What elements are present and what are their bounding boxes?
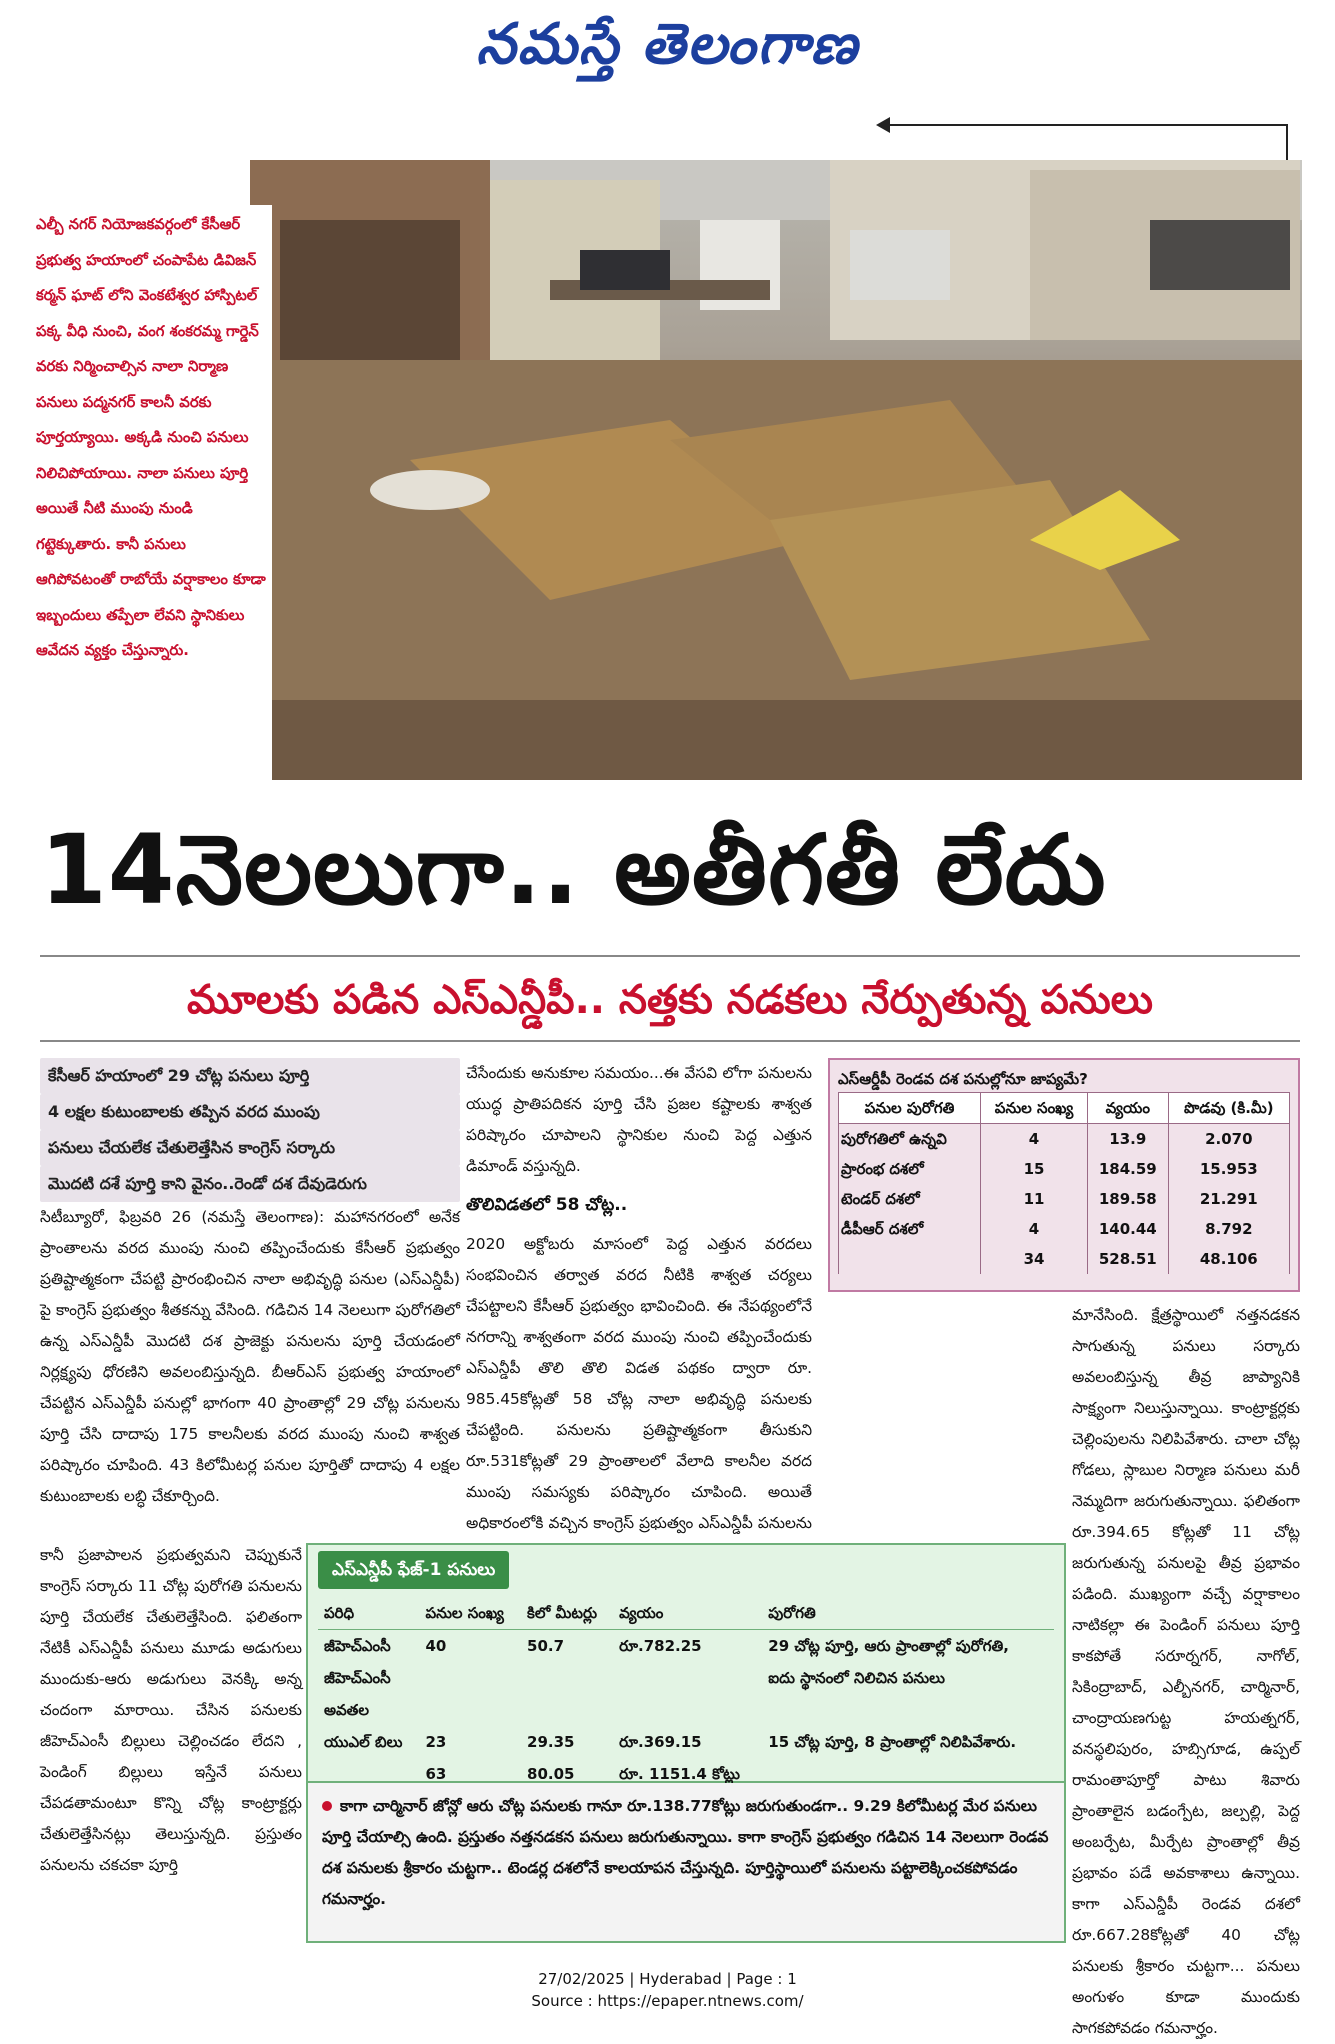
table-row <box>318 1726 1054 1758</box>
srdp-phase2-table <box>828 1058 1300 1292</box>
table-cell: రూ.782.25 <box>619 1637 702 1655</box>
table-caption-tag: ఎస్ఎన్డీపీ ఫేజ్-1 పనులు <box>318 1551 509 1589</box>
table-cell: 140.44 <box>1087 1214 1168 1244</box>
table-cell: 40 <box>425 1637 447 1655</box>
table-header: వ్యయం <box>613 1597 762 1630</box>
table-cell <box>521 1694 613 1726</box>
table-cell: ప్రారంభ దశలో <box>839 1154 981 1184</box>
table-row <box>318 1694 1054 1726</box>
table-cell <box>613 1662 762 1694</box>
photo-caption-box <box>30 205 272 781</box>
table-cell: టెండర్ దశలో <box>839 1184 981 1214</box>
table-cell: 29.35 <box>527 1733 575 1751</box>
column-3 <box>1072 1300 1300 2037</box>
street-scene-illustration <box>250 160 1302 780</box>
article-body-2b: 2020 అక్టోబరు మాసంలో పెద్ద ఎత్తున వరదలు సంభవించిన తర్వాత వరద నీటికి శాశ్వత చర్యలు చేపట్టాలని కేసీఆర్ ప్రభుత్వం భావించింది. ఈ నేపథ్యంలోనే నగరాన్ని శాశ్వతంగా వరద ముంపు నుంచి తప్పించేందుకు ఎస్ఎన్డీపీ తొలి తొలి విడత పథకం ద్వారా రూ. 985.45కోట్లతో 58 చోట్ల నాలా అభివృద్ధి పనులకు చేపట్టింది. పనులను ప్రతిష్టాత్మకంగా తీసుకుని రూ.531కోట్లతో 29 ప్రాంతాలలో వేలాది కాలనీల వరద ముంపు సమస్యకు పరిష్కారం చూపింది. అయితే అధికారంలోకి వచ్చిన కాంగ్రెస్ ప్రభుత్వం ఎస్ఎన్డీపీ పనులను <box>466 1235 812 1532</box>
table-cell: 80.05 <box>527 1765 575 1783</box>
table-total-row <box>839 1244 1290 1274</box>
table-cell: 11 <box>981 1184 1088 1214</box>
table-cell: ఐదు స్థానంలో నిలిచిన పనులు <box>768 1669 945 1687</box>
table-cell: 21.291 <box>1168 1184 1289 1214</box>
highlight-2: 4 లక్షల కుటుంబాలకు తప్పిన వరద ముంపు <box>40 1094 460 1130</box>
table-row <box>839 1154 1290 1184</box>
table-cell: 29 చోట్ల పూర్తి, ఆరు ప్రాంతాల్లో పురోగతి, <box>768 1637 1009 1655</box>
bullet-icon <box>322 1801 332 1811</box>
column-2 <box>466 1058 812 1538</box>
highlight-4: మొదటి దశే పూర్తి కాని వైనం..రెండో దశ దేవుడెరుగు <box>40 1166 460 1202</box>
table-cell: జీహెచ్ఎంసీ <box>324 1637 391 1655</box>
table-header: పనుల సంఖ్య <box>981 1093 1088 1124</box>
table-row <box>318 1630 1054 1663</box>
masthead-title: నమస్తే తెలంగాణ <box>476 11 859 77</box>
column-1 <box>40 1058 460 1538</box>
table-cell: పురోగతిలో ఉన్నవి <box>839 1124 981 1155</box>
news-photo <box>250 160 1302 780</box>
table-cell: 48.106 <box>1168 1244 1289 1274</box>
table-cell: అవతల <box>324 1701 369 1719</box>
table-cell: 4 <box>981 1214 1088 1244</box>
data-table <box>838 1092 1290 1274</box>
table-cell: జీహెచ్ఎంసీ <box>324 1669 391 1687</box>
table-cell <box>521 1662 613 1694</box>
section-subtitle: తొలివిడతలో 58 చోట్ల.. <box>466 1195 628 1215</box>
table-header-row <box>318 1597 1054 1630</box>
table-cell <box>613 1694 762 1726</box>
table-cell: రూ.369.15 <box>619 1733 702 1751</box>
highlight-3: పనులు చేయలేక చేతులెత్తేసిన కాంగ్రెస్ సర్కారు <box>40 1130 460 1166</box>
table-cell: 4 <box>981 1124 1088 1155</box>
table-cell <box>839 1244 981 1274</box>
table-cell: 189.58 <box>1087 1184 1168 1214</box>
table-header: వ్యయం <box>1087 1093 1168 1124</box>
table-cell: 15 <box>981 1154 1088 1184</box>
article-body-1: సిటీబ్యూరో, ఫిబ్రవరి 26 (నమస్తే తెలంగాణ): మహానగరంలో అనేక ప్రాంతాలను వరద ముంపు నుంచి తప్పించేందుకు కేసీఆర్ ప్రభుత్వం ప్రతిష్టాత్మకంగా చేపట్టి ప్రారంభించిన నాలా అభివృద్ధి పనుల (ఎస్ఎన్డీపీ) పై కాంగ్రెస్ ప్రభుత్వం శీతకన్ను వేసింది. గడిచిన 14 నెలలుగా పురోగతిలో ఉన్న ఎస్ఎన్డీపీ మొదటి దశ ప్రాజెక్టు పనులను పూర్తి చేయడంలో నిర్లక్ష్యపు ధోరణిని అవలంబిస్తున్నది. బీఆర్ఎస్ ప్రభుత్వ హయాంలో చేపట్టిన ఎస్ఎన్డీపీ పనుల్లో భాగంగా 40 ప్రాంతాల్లో 29 చోట్ల పనులను పూర్తి చేసి దాదాపు 175 కాలనీలకు వరద ముంపు నుంచి శాశ్వత పరిష్కారం చూపింది. 43 కిలోమీటర్ల పనుల పూర్తితో దాదాపు 4 లక్షల కుటుంబాలకు లబ్ధి చేకూర్చింది. <box>40 1208 460 1505</box>
table-cell: 63 <box>425 1765 447 1783</box>
table-header-row <box>839 1093 1290 1124</box>
table-header: పురోగతి <box>762 1597 1054 1630</box>
table-row <box>839 1214 1290 1244</box>
highlight-1: కేసీఆర్ హయాంలో 29 చోట్ల పనులు పూర్తి <box>40 1058 460 1094</box>
table-row <box>318 1662 1054 1694</box>
article-body-3: మానేసింది. క్షేత్రస్థాయిలో నత్తనడకన సాగుతున్న పనులు సర్కారు అవలంబిస్తున్న తీవ్ర జాప్యానికి సాక్ష్యంగా నిలుస్తున్నాయి. కాంట్రాక్టర్లకు చెల్లింపులను నిలిపివేశారు. చాలా చోట్ల గోడలు, స్లాబుల నిర్మాణ పనులు మరీ నెమ్మదిగా జరుగుతున్నాయి. ఫలితంగా రూ.394.65 కోట్లతో 11 చోట్ల జరుగుతున్న పనులపై తీవ్ర ప్రభావం పడింది. ముఖ్యంగా వచ్చే వర్షాకాలం నాటికల్లా ఈ పెండింగ్ పనులు పూర్తి కాకపోతే సరూర్నగర్, నాగోల్, సికింద్రాబాద్, ఎల్బీనగర్, చార్మినార్, చాంద్రాయణగుట్ట హయత్నగర్, వనస్థలిపురం, హబ్సిగూడ, ఉప్పల్ రామంతాపూర్తో పాటు శివారు ప్రాంతాలైన బడంగ్పేట, జల్పల్లి, పెద్ద అంబర్పేట, మీర్పేట ప్రాంతాల్లో తీవ్ర ప్రభావం పడే అవకాశాలు ఉన్నాయి. కాగా ఎస్ఎన్డీపీ రెండవ దశలో రూ.667.28కోట్లతో 40 చోట్ల పనులకు శ్రీకారం చుట్టగా... పనులు అంగుళం కూడా ముందుకు సాగకపోవడం గమనార్హం. <box>1072 1306 1300 2037</box>
note-text <box>322 1791 1050 1915</box>
sndp-phase1-table <box>306 1543 1066 1783</box>
note-body: కాగా చార్మినార్ జోన్లో ఆరు చోట్ల పనులకు గానూ రూ.138.77కోట్లు జరుగుతుండగా.. 9.29 కిలోమీటర్ల మేర పనులు పూర్తి చేయాల్సి ఉంది. ప్రస్తుతం నత్తనడకన పనులు జరుగుతున్నాయి. కాగా కాంగ్రెస్ ప్రభుత్వం గడిచిన 14 నెలలుగా రెండవ దశ పనులకు శ్రీకారం చుట్టగా.. టెండర్ల దశలోనే కాలయాపన చేస్తున్నది. పూర్తిస్థాయిలో పనులను పట్టాలెక్కించకపోవడం గమనార్హం. <box>322 1797 1049 1908</box>
table-cell: యుఎల్ బిలు <box>324 1733 403 1751</box>
table-row <box>839 1184 1290 1214</box>
data-table <box>318 1597 1054 1790</box>
table-cell: 15.953 <box>1168 1154 1289 1184</box>
headline: 14నెలలుగా.. అతీగతీ లేదు <box>40 814 1107 926</box>
divider <box>40 1040 1300 1042</box>
table-cell: డీపీఆర్ దశలో <box>839 1214 981 1244</box>
table-cell <box>420 1694 522 1726</box>
table-cell: రూ. 1151.4 కోట్లు <box>619 1765 740 1783</box>
arrow-head-icon <box>876 117 890 133</box>
table-cell: 15 చోట్ల పూర్తి, 8 ప్రాంతాల్లో నిలిపివేశారు. <box>768 1733 1017 1751</box>
table-header: పనుల సంఖ్య <box>420 1597 522 1630</box>
column-1-cont <box>40 1540 302 1940</box>
arrow-line <box>886 124 1286 126</box>
table-cell <box>420 1662 522 1694</box>
divider <box>40 955 1300 957</box>
table-cell: 8.792 <box>1168 1214 1289 1244</box>
article-body-2: చేసేందుకు అనుకూల సమయం...ఈ వేసవి లోగా పనులను యుద్ధ ప్రాతిపదికన పూర్తి చేసి ప్రజల కష్టాలకు శాశ్వత పరిష్కారం చూపాలని స్థానికుల నుంచి పెద్ద ఎత్తున డిమాండ్ వస్తున్నది. <box>466 1064 812 1175</box>
subheadline: మూలకు పడిన ఎస్ఎన్డీపీ.. నత్తకు నడకలు నేర్పుతున్న పనులు <box>187 977 1153 1023</box>
table-header: పొడవు (కి.మీ) <box>1168 1093 1289 1124</box>
note-box <box>306 1783 1066 1943</box>
masthead <box>0 0 1335 88</box>
table-header: కిలో మీటర్లు <box>521 1597 613 1630</box>
table-caption: ఎస్ఆర్డీపీ రెండవ దశ పనుల్లోనూ జాప్యమే? <box>838 1070 1088 1088</box>
footer-source: Source : https://epaper.ntnews.com/ <box>531 1992 804 2010</box>
table-cell <box>762 1694 1054 1726</box>
article-body-1b: కానీ ప్రజాపాలన ప్రభుత్వమని చెప్పుకునే కాంగ్రెస్ సర్కారు 11 చోట్ల పురోగతి పనులను పూర్తి చేయలేక చేతులెత్తేసింది. ఫలితంగా నేటికీ ఎస్ఎన్డీపీ పనులు మూడు అడుగులు ముందుకు-ఆరు అడుగులు వెనక్కి అన్న చందంగా మారాయి. చేసిన పనులకు జీహెచ్ఎంసీ బిల్లులు చెల్లించడం లేదని , పెండింగ్ బిల్లులు ఇస్తేనే పనులు చేపడతామంటూ కొన్ని చోట్ల కాంట్రాక్టర్లు చేతులెత్తేసినట్లు తెలుస్తున్నది. ప్రస్తుతం పనులను చకచకా పూర్తి <box>40 1546 302 1874</box>
table-cell: 528.51 <box>1087 1244 1168 1274</box>
table-cell: 2.070 <box>1168 1124 1289 1155</box>
footer-dateline: 27/02/2025 | Hyderabad | Page : 1 <box>538 1970 797 1988</box>
table-cell: 34 <box>981 1244 1088 1274</box>
table-cell: 184.59 <box>1087 1154 1168 1184</box>
table-row <box>839 1124 1290 1155</box>
table-cell: 50.7 <box>527 1637 565 1655</box>
table-header: పరిధి <box>318 1597 420 1630</box>
table-cell: 23 <box>425 1733 447 1751</box>
photo-caption: ఎల్బీ నగర్ నియోజకవర్గంలో కేసీఆర్ ప్రభుత్వ హయాంలో చంపాపేట డివిజన్ కర్మన్ ఘాట్ లోని వెంకటేశ్వర హాస్పిటల్ పక్క వీధి నుంచి, వంగ శంకరమ్మ గార్డెన్ వరకు నిర్మించాల్సిన నాలా నిర్మాణ పనులు పద్మనగర్ కాలనీ వరకు పూర్తయ్యాయి. అక్కడి నుంచి పనులు నిలిచిపోయాయి. నాలా పనులు పూర్తి అయితే నీటి ముంపు నుండి గట్టెక్కుతారు. కానీ పనులు ఆగిపోవటంతో రాబోయే వర్షాకాలం కూడా ఇబ్బందులు తప్పేలా లేవని స్థానికులు ఆవేదన వ్యక్తం చేస్తున్నారు. <box>36 216 266 659</box>
table-header: పనుల పురోగతి <box>839 1093 981 1124</box>
table-cell: 13.9 <box>1087 1124 1168 1155</box>
